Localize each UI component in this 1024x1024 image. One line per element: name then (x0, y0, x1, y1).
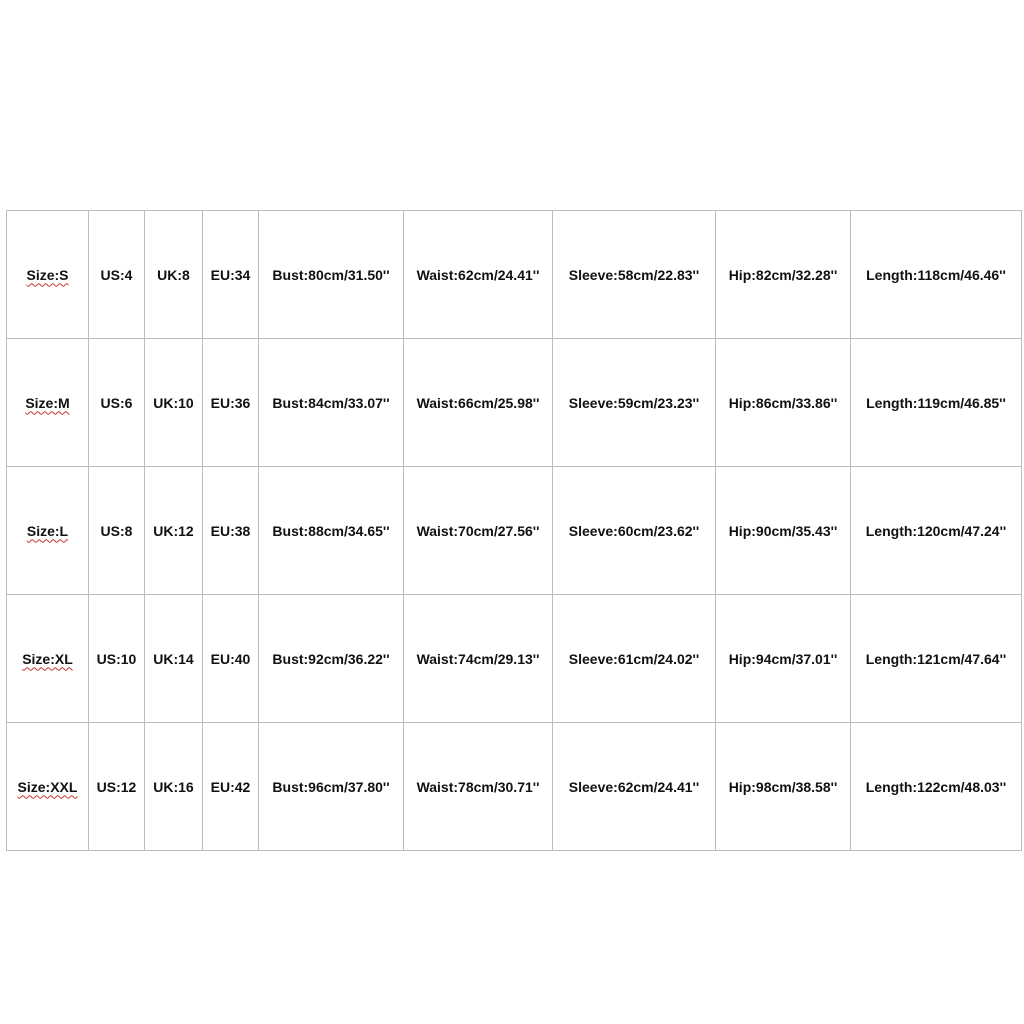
size-label: Size:M (25, 394, 70, 411)
hip-cell: Hip:98cm/38.58'' (716, 723, 851, 851)
waist-cell: Waist:78cm/30.71'' (404, 723, 553, 851)
eu-size-cell: EU:38 (203, 467, 259, 595)
hip-cell: Hip:82cm/32.28'' (716, 211, 851, 339)
table-row (7, 595, 1022, 723)
bust-cell: Bust:84cm/33.07'' (259, 339, 404, 467)
bust-cell: Bust:80cm/31.50'' (259, 211, 404, 339)
waist-cell: Waist:74cm/29.13'' (404, 595, 553, 723)
eu-size-cell: EU:34 (203, 211, 259, 339)
sleeve-cell: Sleeve:60cm/23.62'' (553, 467, 716, 595)
bust-cell: Bust:88cm/34.65'' (259, 467, 404, 595)
table-row (7, 467, 1022, 595)
hip-cell: Hip:90cm/35.43'' (716, 467, 851, 595)
size-label: Size:L (26, 522, 69, 539)
bust-cell: Bust:92cm/36.22'' (259, 595, 404, 723)
size-cell (7, 211, 89, 339)
size-cell (7, 467, 89, 595)
table-row (7, 339, 1022, 467)
length-cell: Length:118cm/46.46'' (851, 211, 1022, 339)
length-cell: Length:122cm/48.03'' (851, 723, 1022, 851)
us-size-cell: US:10 (89, 595, 145, 723)
uk-size-cell: UK:8 (145, 211, 203, 339)
eu-size-cell: EU:40 (203, 595, 259, 723)
sleeve-cell: Sleeve:62cm/24.41'' (553, 723, 716, 851)
us-size-cell: US:6 (89, 339, 145, 467)
size-label: Size:XL (22, 650, 73, 667)
sleeve-cell: Sleeve:58cm/22.83'' (553, 211, 716, 339)
waist-cell: Waist:62cm/24.41'' (404, 211, 553, 339)
uk-size-cell: UK:12 (145, 467, 203, 595)
table-row (7, 723, 1022, 851)
uk-size-cell: UK:10 (145, 339, 203, 467)
size-cell (7, 339, 89, 467)
waist-cell: Waist:66cm/25.98'' (404, 339, 553, 467)
hip-cell: Hip:94cm/37.01'' (716, 595, 851, 723)
size-label: Size:XXL (17, 778, 78, 795)
size-cell (7, 723, 89, 851)
hip-cell: Hip:86cm/33.86'' (716, 339, 851, 467)
sleeve-cell: Sleeve:59cm/23.23'' (553, 339, 716, 467)
bust-cell: Bust:96cm/37.80'' (259, 723, 404, 851)
us-size-cell: US:8 (89, 467, 145, 595)
sleeve-cell: Sleeve:61cm/24.02'' (553, 595, 716, 723)
table-row (7, 211, 1022, 339)
size-label: Size:S (26, 266, 69, 283)
us-size-cell: US:12 (89, 723, 145, 851)
size-chart-table (6, 210, 1022, 851)
length-cell: Length:120cm/47.24'' (851, 467, 1022, 595)
eu-size-cell: EU:42 (203, 723, 259, 851)
eu-size-cell: EU:36 (203, 339, 259, 467)
length-cell: Length:119cm/46.85'' (851, 339, 1022, 467)
length-cell: Length:121cm/47.64'' (851, 595, 1022, 723)
uk-size-cell: UK:14 (145, 595, 203, 723)
size-cell (7, 595, 89, 723)
uk-size-cell: UK:16 (145, 723, 203, 851)
waist-cell: Waist:70cm/27.56'' (404, 467, 553, 595)
us-size-cell: US:4 (89, 211, 145, 339)
